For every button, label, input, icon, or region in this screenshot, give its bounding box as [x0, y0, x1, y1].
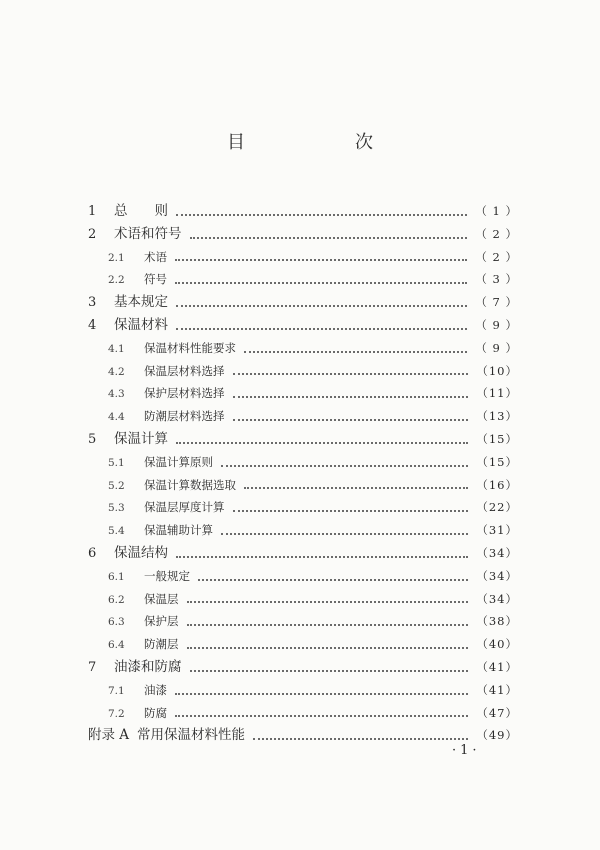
- leader-dots: [244, 486, 468, 489]
- leader-dots: [221, 464, 468, 467]
- toc-entry-number: 7.2: [108, 707, 125, 720]
- toc-entry-page: （40）: [476, 637, 518, 652]
- toc-entry-page: （34）: [476, 591, 518, 606]
- page-title: 目 次: [227, 132, 419, 153]
- toc-entry-title: 保温层: [144, 591, 179, 606]
- toc-entry-section[interactable]: [88, 405, 518, 428]
- toc-entry-page: （ 3 ）: [475, 272, 518, 287]
- toc-entry-page: （47）: [476, 705, 518, 720]
- leader-dots: [176, 327, 467, 330]
- toc-entry-chapter[interactable]: [88, 314, 518, 337]
- toc-entry-page: （22）: [476, 500, 518, 515]
- toc-entry-number: 2.2: [108, 274, 125, 287]
- toc-entry-chapter[interactable]: [88, 656, 518, 679]
- toc-entry-page: （34）: [476, 545, 518, 560]
- toc-entry-number: 4.3: [108, 388, 125, 401]
- leader-dots: [176, 555, 468, 558]
- toc-entry-number: 5.2: [108, 479, 125, 492]
- toc-entry-page: （ 9 ）: [475, 317, 518, 332]
- toc-entry-number: 6.1: [108, 570, 125, 583]
- toc-entry-title: 油漆: [144, 682, 167, 697]
- page-number: ·1·: [452, 743, 481, 758]
- leader-dots: [187, 623, 469, 626]
- toc-entry-title: 保护层材料选择: [144, 386, 225, 401]
- toc-entry-title: 术语: [144, 249, 167, 264]
- toc-entry-title: 保温计算: [114, 430, 168, 447]
- toc-entry-title: 保温材料: [114, 316, 168, 333]
- leader-dots: [221, 532, 468, 535]
- toc-entry-page: （31）: [476, 523, 518, 538]
- toc-entry-title: 保温层材料选择: [144, 363, 225, 378]
- toc-entry-chapter[interactable]: [88, 428, 518, 451]
- toc-entry-title: 保温计算原则: [144, 454, 213, 469]
- leader-dots: [233, 509, 469, 512]
- leader-dots: [176, 304, 467, 307]
- leader-dots: [233, 395, 469, 398]
- leader-dots: [175, 258, 467, 261]
- toc-entry-section[interactable]: [88, 565, 518, 588]
- leader-dots: [187, 646, 469, 649]
- toc-entry-number: 6: [88, 545, 97, 561]
- toc-entry-number: 6.4: [108, 639, 125, 652]
- toc-entry-title: 保温辅助计算: [144, 523, 213, 538]
- toc-entry-number: 2: [88, 226, 97, 242]
- toc-entry-title: 保护层: [144, 614, 179, 629]
- toc-entry-number: 3: [88, 295, 97, 311]
- toc-entry-title: 保温材料性能要求: [144, 340, 236, 355]
- leader-dots: [176, 213, 467, 216]
- toc-entry-page: （49）: [476, 728, 518, 743]
- toc-entry-page: （ 9 ）: [475, 340, 518, 355]
- leader-dots: [244, 350, 467, 353]
- leader-dots: [187, 600, 469, 603]
- toc-entry-number: 7.1: [108, 684, 125, 697]
- toc-entry-section[interactable]: [88, 519, 518, 542]
- toc-entry-page: （ 2 ）: [475, 226, 518, 241]
- toc-entry-section[interactable]: [88, 496, 518, 519]
- toc-entry-title: 基本规定: [114, 294, 168, 311]
- toc-entry-title: 防潮层材料选择: [144, 409, 225, 424]
- leader-dots: [233, 418, 469, 421]
- toc-entry-number: 2.1: [108, 251, 125, 264]
- leader-dots: [176, 441, 468, 444]
- toc-entry-page: （15）: [476, 454, 518, 469]
- toc-entry-page: （ 7 ）: [475, 295, 518, 310]
- toc-entry-title: 防潮层: [144, 637, 179, 652]
- toc-entry-number: 5.4: [108, 525, 125, 538]
- toc-entry-number: 7: [88, 659, 97, 675]
- toc-entry-section[interactable]: [88, 337, 518, 360]
- toc-entry-chapter[interactable]: [88, 200, 518, 223]
- toc-entry-number: 1: [88, 204, 97, 219]
- toc-entry-number: 附录 A: [88, 727, 130, 744]
- toc-entry-title: 一般规定: [144, 568, 190, 583]
- leader-dots: [175, 692, 468, 695]
- toc-entry-title: 防腐: [144, 705, 167, 720]
- leader-dots: [253, 737, 468, 740]
- toc-entry-section[interactable]: [88, 679, 518, 702]
- leader-dots: [198, 578, 468, 581]
- toc-entry-page: （ 2 ）: [475, 249, 518, 264]
- toc-entry-section[interactable]: [88, 702, 518, 725]
- toc-entry-title: 保温层厚度计算: [144, 500, 225, 515]
- toc-entry-section[interactable]: [88, 588, 518, 611]
- toc-entry-page: （34）: [476, 568, 518, 583]
- toc-entry-title: 保温计算数据选取: [144, 477, 236, 492]
- toc-entry-section[interactable]: [88, 382, 518, 405]
- toc-entry-title: 油漆和防腐: [114, 658, 182, 675]
- toc-entry-page: （41）: [476, 682, 518, 697]
- toc-entry-chapter[interactable]: [88, 542, 518, 565]
- toc-entry-page: （16）: [476, 477, 518, 492]
- toc-entry-page: （11）: [476, 386, 518, 401]
- toc-entry-title: 常用保温材料性能: [137, 727, 246, 744]
- toc-entry-title: 保温结构: [114, 544, 168, 561]
- leader-dots: [190, 669, 469, 672]
- toc-entry-title: 符号: [144, 272, 167, 287]
- leader-dots: [190, 236, 468, 239]
- toc-entry-title: 总 则: [114, 203, 168, 219]
- toc-entry-page: （41）: [476, 659, 518, 674]
- toc-entry-section[interactable]: [88, 268, 518, 291]
- toc-entry-number: 5: [88, 431, 97, 447]
- toc-entry-section[interactable]: [88, 360, 518, 383]
- toc-entry-title: 术语和符号: [114, 225, 182, 242]
- leader-dots: [175, 714, 468, 717]
- toc-entry-section[interactable]: [88, 451, 518, 474]
- toc-entry-page: （13）: [476, 409, 518, 424]
- toc-entry-page: （ 1 ）: [475, 204, 518, 218]
- toc-entry-section[interactable]: [88, 610, 518, 633]
- toc-entry-number: 4.4: [108, 411, 125, 424]
- table-of-contents: [88, 200, 518, 747]
- toc-entry-chapter[interactable]: [88, 223, 518, 246]
- leader-dots: [233, 372, 469, 375]
- toc-entry-page: （38）: [476, 614, 518, 629]
- toc-entry-page: （10）: [476, 363, 518, 378]
- toc-entry-section[interactable]: [88, 246, 518, 269]
- toc-entry-number: 5.3: [108, 502, 125, 515]
- toc-entry-number: 6.2: [108, 593, 125, 606]
- toc-entry-number: 4.1: [108, 342, 125, 355]
- toc-entry-number: 6.3: [108, 616, 125, 629]
- toc-entry-number: 4.2: [108, 365, 125, 378]
- toc-entry-page: （15）: [476, 431, 518, 446]
- toc-entry-section[interactable]: [88, 633, 518, 656]
- toc-entry-number: 5.1: [108, 456, 125, 469]
- toc-entry-chapter[interactable]: [88, 291, 518, 314]
- toc-entry-section[interactable]: [88, 474, 518, 497]
- toc-entry-number: 4: [88, 317, 97, 333]
- leader-dots: [175, 281, 467, 284]
